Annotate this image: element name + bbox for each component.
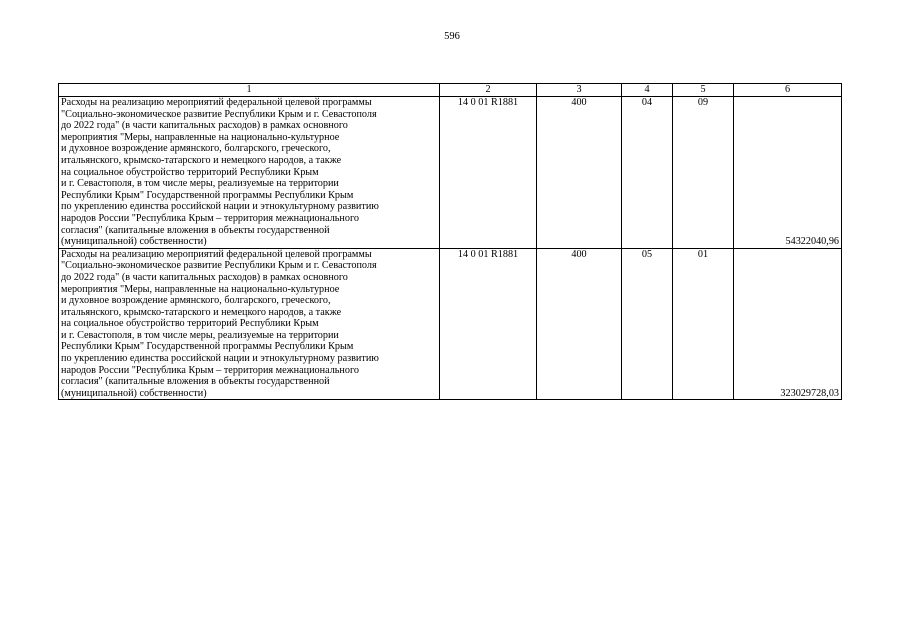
description-line: и духовное возрождение армянского, болгарского, греческого, [61,295,331,307]
description-line: по укреплению единства российской нации и этнокультурному развитию [61,353,379,365]
expense-description-cell [59,248,440,400]
description-line: и г. Севастополя, в том числе меры, реализуемые на территории [61,329,339,341]
target-article-code-cell: 14 0 01 R1881 [440,97,537,249]
description-line: "Социально-экономическое развитие Республики Крым и г. Севастополя [61,260,377,272]
description-line: согласия" (капитальные вложения в объекты государственной [61,376,330,388]
subsection-cell: 09 [673,97,734,249]
description-line: мероприятия "Меры, направленные на национально-культурное [61,131,340,143]
table-header-row [59,84,842,97]
column-header: 2 [440,84,537,97]
description-line: на социальное обустройство территорий Республики Крым [61,166,319,178]
description-line: Расходы на реализацию мероприятий федеральной целевой программы [61,248,372,260]
description-line: "Социально-экономическое развитие Республики Крым и г. Севастополя [61,108,377,120]
section-cell: 05 [622,248,673,400]
description-line: на социальное обустройство территорий Республики Крым [61,318,319,330]
column-header: 5 [673,84,734,97]
column-header: 4 [622,84,673,97]
page-number: 596 [444,31,460,42]
expense-type-cell: 400 [537,97,622,249]
target-article-code-cell: 14 0 01 R1881 [440,248,537,400]
description-line: Республики Крым" Государственной программы Республики Крым [61,189,354,201]
description-line: итальянского, крымско-татарского и немецкого народов, а также [61,154,342,166]
amount-cell: 323029728,03 [734,248,842,400]
description-line: мероприятия "Меры, направленные на национально-культурное [61,283,340,295]
expense-type-cell: 400 [537,248,622,400]
description-line: и г. Севастополя, в том числе меры, реализуемые на территории [61,178,339,190]
column-header: 3 [537,84,622,97]
description-line: Расходы на реализацию мероприятий федеральной целевой программы [61,97,372,108]
description-line: и духовное возрождение армянского, болгарского, греческого, [61,143,331,155]
expense-description-cell [59,97,440,249]
description-line: до 2022 года" (в части капитальных расходов) в рамках основного [61,271,348,283]
description-line: согласия" (капитальные вложения в объекты государственной [61,224,330,236]
description-line: народов России "Республика Крым – территория межнационального [61,212,359,224]
column-header: 6 [734,84,842,97]
description-line: народов России "Республика Крым – территория межнационального [61,364,359,376]
amount-cell: 54322040,96 [734,97,842,249]
description-line: по укреплению единства российской нации и этнокультурному развитию [61,201,379,213]
subsection-cell: 01 [673,248,734,400]
column-header: 1 [59,84,440,97]
table-row [59,248,842,400]
table-row [59,97,842,249]
description-line: (муниципальной) собственности) [61,387,207,399]
description-line: до 2022 года" (в части капитальных расходов) в рамках основного [61,120,348,132]
description-line: (муниципальной) собственности) [61,236,207,248]
section-cell: 04 [622,97,673,249]
description-line: Республики Крым" Государственной программы Республики Крым [61,341,354,353]
description-line: итальянского, крымско-татарского и немецкого народов, а также [61,306,342,318]
budget-table [58,83,842,400]
